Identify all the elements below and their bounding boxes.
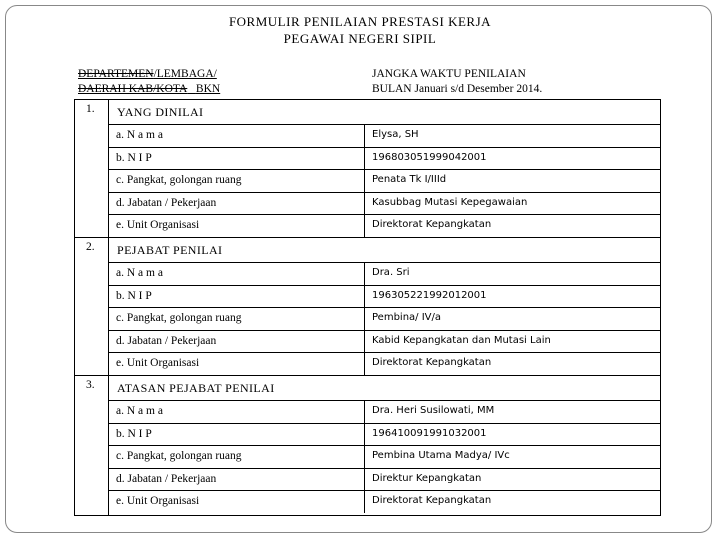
header-left-line1-rest: /LEMBAGA/ — [153, 68, 217, 80]
row-value: Dra. Sri — [372, 267, 410, 278]
section-number: 1. — [86, 103, 95, 115]
table-row — [108, 330, 661, 353]
header-left-line2 — [78, 82, 220, 97]
row-value: Pembina/ IV/a — [372, 312, 441, 324]
row-label: c. Pangkat, golongan ruang — [116, 312, 242, 325]
row-value: Direktur Kepangkatan — [372, 472, 482, 484]
header-left-line2-rest: BKN — [195, 83, 221, 95]
row-value: 196410091991032001 — [372, 427, 487, 439]
header-left-line2-struck: DAERAH KAB/KOTA — [78, 83, 188, 95]
table-row — [108, 214, 661, 237]
table-row — [108, 262, 661, 285]
row-value: Direktorat Kepangkatan — [372, 357, 492, 369]
table-row — [108, 468, 661, 491]
row-value: Kabid Kepangkatan dan Mutasi Lain — [372, 334, 551, 346]
table-row — [108, 192, 661, 215]
row-label: d. Jabatan / Pekerjaan — [116, 334, 217, 347]
header-right-line1: JANGKA WAKTU PENILAIAN — [372, 68, 526, 80]
header-right — [372, 67, 542, 97]
section-title: YANG DINILAI — [117, 105, 204, 119]
row-label: b. N I P — [116, 427, 152, 440]
row-value: Dra. Heri Susilowati, MM — [372, 405, 495, 416]
row-value: Penata Tk I/IIId — [372, 174, 447, 186]
header-left — [78, 67, 220, 97]
row-label: e. Unit Organisasi — [116, 495, 200, 508]
row-label: d. Jabatan / Pekerjaan — [116, 196, 217, 209]
row-value: 196803051999042001 — [372, 151, 487, 163]
row-label: e. Unit Organisasi — [116, 357, 200, 370]
row-value: Elysa, SH — [372, 129, 419, 140]
row-label: e. Unit Organisasi — [116, 219, 200, 232]
table-row — [108, 352, 661, 375]
header-left-line1-struck: DEPARTEMEN — [78, 68, 154, 80]
section-title: ATASAN PEJABAT PENILAI — [117, 381, 275, 395]
table-row — [108, 445, 661, 468]
section-number: 2. — [86, 241, 95, 253]
table-row — [108, 423, 661, 446]
section-divider — [74, 375, 661, 376]
row-label: a. N a m a — [116, 267, 163, 279]
form-title-line2: PEGAWAI NEGERI SIPIL — [283, 31, 437, 46]
row-label: c. Pangkat, golongan ruang — [116, 450, 242, 463]
row-value: Direktorat Kepangkatan — [372, 495, 492, 507]
row-label: b. N I P — [116, 151, 152, 164]
table-row — [108, 400, 661, 423]
row-label: a. N a m a — [116, 405, 163, 417]
table-row — [108, 490, 661, 513]
table-row — [108, 124, 661, 147]
header-right-line2: BULAN Januari s/d Desember 2014. — [372, 83, 543, 95]
row-value: Direktorat Kepangkatan — [372, 219, 492, 231]
form-title-line1: FORMULIR PENILAIAN PRESTASI KERJA — [228, 14, 492, 29]
section-number: 3. — [86, 379, 95, 391]
section-divider — [74, 237, 661, 238]
row-label: b. N I P — [116, 289, 152, 302]
table-row — [108, 307, 661, 330]
table-row — [108, 147, 661, 170]
row-label: c. Pangkat, golongan ruang — [116, 174, 242, 187]
row-label: d. Jabatan / Pekerjaan — [116, 472, 217, 485]
row-value: Kasubbag Mutasi Kepegawaian — [372, 196, 528, 208]
row-label: a. N a m a — [116, 129, 163, 141]
row-value: 196305221992012001 — [372, 289, 487, 301]
row-value: Pembina Utama Madya/ IVc — [372, 450, 510, 462]
header-left-line1 — [78, 67, 220, 82]
table-row — [108, 285, 661, 308]
section-title: PEJABAT PENILAI — [117, 243, 223, 257]
table-row — [108, 169, 661, 192]
